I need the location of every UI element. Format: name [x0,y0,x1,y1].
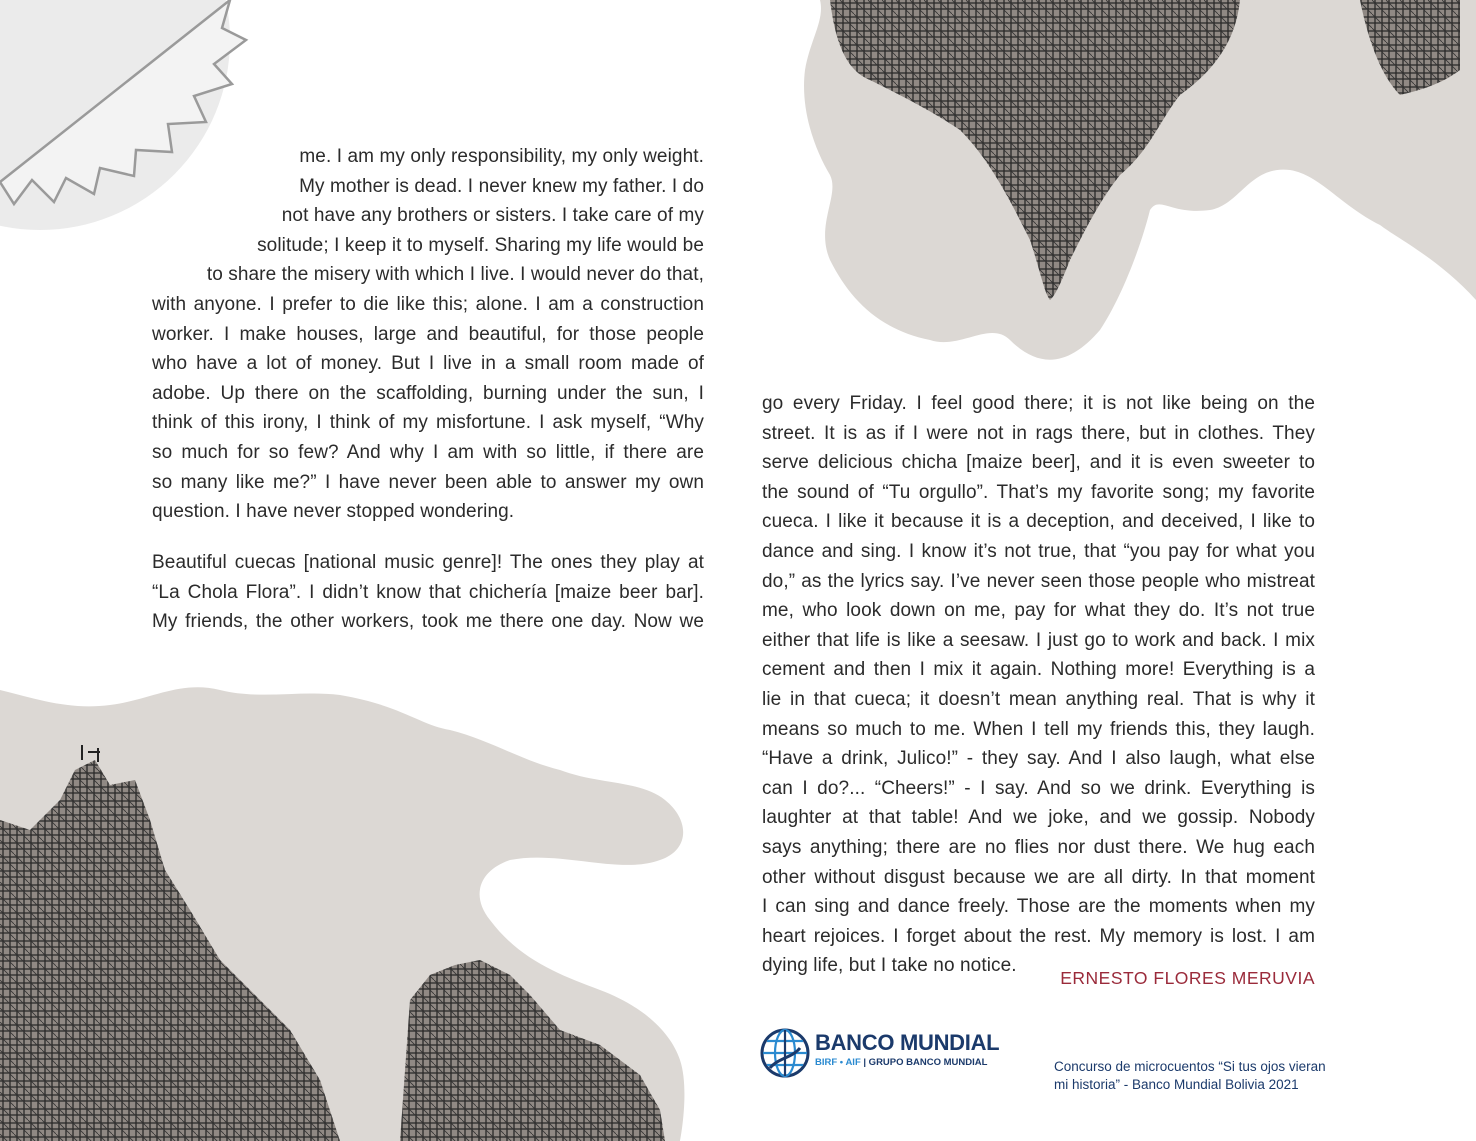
text-line: not have any brothers or sisters. I take care of my [281,205,704,227]
text-line: “La Chola Flora”. I didn’t know that chichería [maize beer bar]. [152,581,704,603]
text-line: do,” as the lyrics say. I’ve never seen those people who mistreat [762,570,1315,592]
logo-group: | GRUPO BANCO MUNDIAL [860,1057,988,1068]
text-line: heart rejoices. I forget about the rest. My memory is lost. I am [762,925,1315,947]
text-line: dying life, but I take no notice. [762,955,1017,977]
text-line: me, who look down on me, pay for what they do. It’s not true [762,600,1315,622]
text-line: My mother is dead. I never knew my father. I do [299,175,704,197]
right-paragraph-1 [762,389,1315,981]
left-paragraph-2 [152,548,704,637]
text-line: adobe. Up there on the scaffolding, burning under the sun, I [152,382,704,404]
text-line: other without disgust because we are all dirty. In that moment [762,866,1315,888]
text-line: worker. I make houses, large and beautiful, for those people [152,323,704,345]
text-line: cement and then I mix it again. Nothing more! Everything is a [762,659,1315,681]
text-line: “Have a drink, Julico!” - they say. And I also laugh, what else [762,748,1315,770]
text-line: the sound of “Tu orgullo”. That’s my favorite song; my favorite [762,481,1315,503]
text-line: dance and sing. I know it’s not true, that “you pay for what you [762,540,1315,562]
text-line: serve delicious chicha [maize beer], and it is even sweeter to [762,452,1315,474]
text-line: who have a lot of money. But I live in a small room made of [152,353,704,375]
logo-dot: • [837,1057,846,1068]
globe-icon [760,1028,810,1078]
text-line: means so much to me. When I tell my friends this, they laugh. [762,718,1315,740]
text-line: either that life is like a seesaw. I just go to work and back. I mix [762,629,1315,651]
text-line: question. I have never stopped wondering. [152,501,515,523]
top-city-illustration [804,0,1476,360]
logo-aif: AIF [845,1057,861,1068]
text-line: My friends, the other workers, took me there one day. Now we [152,611,704,633]
text-line: I can sing and dance freely. Those are the moments when my [762,896,1315,918]
text-line: me. I am my only responsibility, my only weight. [299,146,704,167]
text-line: can I do?... “Cheers!” - I say. And so we drink. Everything is [762,777,1315,799]
text-line: so many like me?” I have never been able to answer my own [152,471,704,493]
logo-subtitle [815,1057,987,1068]
text-line: street. It is as if I were not in rags there, but in clothes. They [762,422,1315,444]
banco-mundial-logo [760,1022,1030,1102]
author-name: ERNESTO FLORES MERUVIA [1060,968,1315,988]
text-line: go every Friday. I feel good there; it is not like being on the [762,393,1315,414]
text-line: so much for so few? And why I am with so little, if there are [152,441,704,463]
text-line: says anything; there are no flies nor dust there. We hug each [762,836,1315,858]
bottom-city-illustration [0,687,684,1141]
text-line: think of this irony, I think of my misfortune. I ask myself, “Why [152,412,704,434]
logo-birf: BIRF [815,1057,838,1068]
logo-title: BANCO MUNDIAL [815,1030,1000,1055]
text-line: to share the misery with which I live. I would never do that, [206,264,704,286]
text-line: with anyone. I prefer to die like this; alone. I am a construction [152,293,704,315]
text-line: Beautiful cuecas [national music genre]! The ones they play at [152,552,704,573]
contest-note [1054,1058,1384,1094]
contest-line: mi historia” - Banco Mundial Bolivia 2021 [1054,1077,1299,1092]
left-paragraph-1 [152,142,704,527]
text-line: lie in that cueca; it doesn’t mean anything real. That is why it [762,688,1315,710]
text-line: cueca. I like it because it is a deception, and deceived, I like to [762,511,1315,533]
text-line: solitude; I keep it to myself. Sharing my life would be [257,234,704,256]
contest-line: Concurso de microcuentos “Si tus ojos vieran [1054,1059,1326,1074]
text-line: laughter at that table! And we joke, and we gossip. Nobody [762,807,1315,829]
